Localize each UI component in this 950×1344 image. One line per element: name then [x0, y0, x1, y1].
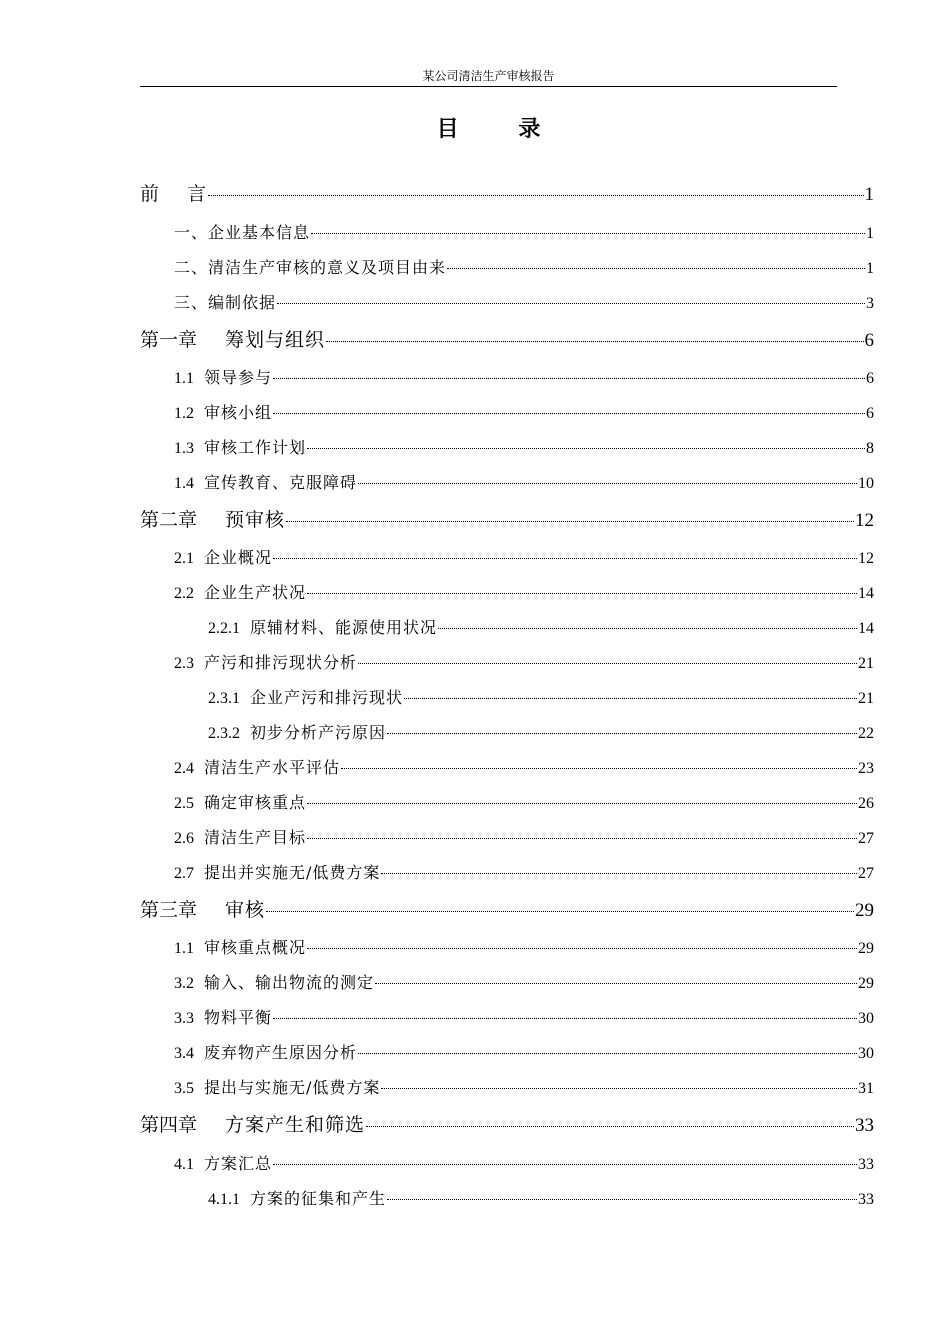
toc-dot-leader	[208, 195, 863, 196]
toc-entry-label: 输入、输出物流的测定	[204, 973, 375, 992]
toc-entry-number: 2.3	[174, 655, 194, 672]
toc-entry[interactable]	[174, 1006, 874, 1030]
toc-page-number: 22	[858, 725, 874, 742]
toc-entry-number: 前	[140, 184, 160, 205]
toc-page-number: 8	[866, 440, 874, 457]
toc-dot-leader	[358, 663, 857, 664]
toc-entry-label: 三、编制依据	[174, 293, 277, 312]
toc-entry-label: 审核工作计划	[204, 438, 307, 457]
toc-entry-number: 2.5	[174, 795, 194, 812]
toc-dot-leader	[381, 873, 857, 874]
toc-entry[interactable]	[208, 1187, 874, 1211]
toc-page-number: 1	[866, 225, 874, 242]
toc-entry-number: 第四章	[140, 1115, 198, 1136]
toc-dot-leader	[438, 628, 857, 629]
toc-dot-leader	[307, 448, 865, 449]
toc-entry[interactable]	[140, 326, 874, 354]
toc-dot-leader	[404, 698, 857, 699]
toc-entry-number: 4.1.1	[208, 1191, 240, 1208]
toc-page-number: 6	[866, 405, 874, 422]
toc-entry-label: 清洁生产目标	[204, 828, 307, 847]
toc-page-number: 14	[858, 585, 874, 602]
toc-entry[interactable]	[174, 1152, 874, 1176]
toc-dot-leader	[307, 948, 857, 949]
toc-entry-number: 2.2.1	[208, 620, 240, 637]
toc-dot-leader	[358, 1053, 857, 1054]
toc-entry[interactable]	[174, 651, 874, 675]
toc-entry[interactable]	[174, 791, 874, 815]
toc-entry-label: 初步分析产污原因	[250, 723, 387, 742]
toc-page-number: 30	[858, 1045, 874, 1062]
toc-entry-label: 企业生产状况	[204, 583, 307, 602]
toc-entry-number: 第三章	[140, 900, 198, 921]
toc-dot-leader	[273, 413, 865, 414]
toc-page-number: 21	[858, 690, 874, 707]
toc-entry[interactable]	[174, 471, 874, 495]
toc-dot-leader	[326, 341, 863, 342]
toc-entry-number: 1.4	[174, 475, 194, 492]
toc-entry-number: 2.6	[174, 830, 194, 847]
toc-entry-label: 审核重点概况	[204, 938, 307, 957]
toc-page-number: 27	[858, 865, 874, 882]
toc-dot-leader	[387, 1199, 857, 1200]
toc-entry[interactable]	[140, 896, 874, 924]
toc-entry[interactable]	[174, 581, 874, 605]
toc-entry-number: 1.2	[174, 405, 194, 422]
toc-page-number: 29	[855, 900, 874, 921]
toc-dot-leader	[307, 803, 857, 804]
toc-entry[interactable]	[174, 366, 874, 390]
toc-entry-number: 2.7	[174, 865, 194, 882]
toc-page-number: 6	[866, 370, 874, 387]
toc-page-number: 1	[866, 260, 874, 277]
toc-dot-leader	[286, 521, 854, 522]
toc-entry-label: 宣传教育、克服障碍	[204, 473, 358, 492]
toc-entry[interactable]	[140, 180, 874, 208]
toc-entry[interactable]	[174, 291, 874, 315]
toc-entry-number: 第二章	[140, 510, 198, 531]
toc-entry[interactable]	[174, 1076, 874, 1100]
toc-page-number: 26	[858, 795, 874, 812]
toc-entry[interactable]	[174, 436, 874, 460]
toc-entry-label: 二、清洁生产审核的意义及项目由来	[174, 258, 447, 277]
toc-entry[interactable]	[174, 936, 874, 960]
toc-page-number: 30	[858, 1010, 874, 1027]
toc-entry-label: 筹划与组织	[225, 329, 326, 351]
toc-entry-number: 1.1	[174, 370, 194, 387]
toc-entry-label: 一、企业基本信息	[174, 223, 311, 242]
toc-dot-leader	[381, 1088, 857, 1089]
toc-dot-leader	[341, 768, 857, 769]
toc-page-number: 33	[855, 1115, 874, 1136]
toc-title: 目 录	[436, 116, 567, 142]
toc-entry-number: 2.3.1	[208, 690, 240, 707]
toc-dot-leader	[375, 983, 857, 984]
toc-entry-label: 物料平衡	[204, 1008, 273, 1027]
toc-dot-leader	[273, 1018, 857, 1019]
toc-entry-label: 清洁生产水平评估	[204, 758, 341, 777]
toc-entry-label: 产污和排污现状分析	[204, 653, 358, 672]
toc-entry-label: 废弃物产生原因分析	[204, 1043, 358, 1062]
toc-page-number: 31	[858, 1080, 874, 1097]
toc-page-number: 29	[858, 975, 874, 992]
toc-entry-number: 1.1	[174, 940, 194, 957]
toc-entry[interactable]	[208, 616, 874, 640]
toc-dot-leader	[277, 303, 865, 304]
toc-entry-label: 领导参与	[204, 368, 273, 387]
toc-entry-label: 审核	[225, 899, 266, 921]
toc-entry-label: 确定审核重点	[204, 793, 307, 812]
toc-page-number: 33	[858, 1156, 874, 1173]
toc-entry-number: 3.3	[174, 1010, 194, 1027]
toc-entry[interactable]	[174, 826, 874, 850]
toc-entry-number: 3.4	[174, 1045, 194, 1062]
toc-entry[interactable]	[174, 971, 874, 995]
toc-entry[interactable]	[174, 861, 874, 885]
toc-entry-label: 提出与实施无/低费方案	[204, 1078, 381, 1097]
toc-entry-number: 第一章	[140, 330, 198, 351]
toc-entry-label: 方案的征集和产生	[250, 1189, 387, 1208]
toc-page-number: 29	[858, 940, 874, 957]
toc-entry-label: 方案汇总	[204, 1154, 273, 1173]
toc-entry-label: 预审核	[225, 509, 286, 531]
toc-entry-label: 原辅材料、能源使用状况	[250, 618, 438, 637]
toc-entry-label: 企业产污和排污现状	[250, 688, 404, 707]
toc-dot-leader	[266, 911, 854, 912]
toc-entry[interactable]	[174, 1041, 874, 1065]
toc-dot-leader	[447, 268, 865, 269]
toc-entry[interactable]	[174, 401, 874, 425]
toc-entry[interactable]	[208, 686, 874, 710]
toc-entry[interactable]	[140, 1111, 874, 1139]
toc-page-number: 12	[855, 510, 874, 531]
toc-entry-number: 4.1	[174, 1156, 194, 1173]
toc-page-number: 12	[858, 550, 874, 567]
toc-dot-leader	[273, 378, 865, 379]
toc-entry[interactable]	[174, 546, 874, 570]
toc-entry-number: 2.1	[174, 550, 194, 567]
toc-dot-leader	[311, 233, 865, 234]
toc-entry[interactable]	[208, 721, 874, 745]
toc-entry-label: 言	[187, 183, 208, 205]
toc-entry[interactable]	[174, 756, 874, 780]
toc-entry-label: 审核小组	[204, 403, 273, 422]
toc-entry-number: 2.2	[174, 585, 194, 602]
toc-page-number: 23	[858, 760, 874, 777]
toc-entry-label: 提出并实施无/低费方案	[204, 863, 381, 882]
toc-page-number: 33	[858, 1191, 874, 1208]
toc-page-number: 3	[866, 295, 874, 312]
toc-page-number: 14	[858, 620, 874, 637]
toc-dot-leader	[307, 593, 857, 594]
toc-entry-label: 企业概况	[204, 548, 273, 567]
toc-page-number: 10	[858, 475, 874, 492]
toc-dot-leader	[307, 838, 857, 839]
toc-entry-number: 1.3	[174, 440, 194, 457]
toc-dot-leader	[358, 483, 857, 484]
toc-dot-leader	[273, 1164, 857, 1165]
toc-entry-number: 3.2	[174, 975, 194, 992]
toc-entry-label: 方案产生和筛选	[225, 1114, 366, 1136]
toc-dot-leader	[273, 558, 857, 559]
toc-dot-leader	[366, 1126, 854, 1127]
toc-entry-number: 2.3.2	[208, 725, 240, 742]
running-header: 某公司清洁生产审核报告	[140, 66, 837, 87]
toc-page-number: 1	[864, 184, 874, 205]
toc-dot-leader	[387, 733, 857, 734]
toc-page-number: 21	[858, 655, 874, 672]
toc-page-number: 6	[864, 330, 874, 351]
toc-entry[interactable]	[140, 506, 874, 534]
toc-page-number: 27	[858, 830, 874, 847]
toc-entry[interactable]	[174, 221, 874, 245]
toc-entry-number: 3.5	[174, 1080, 194, 1097]
toc-entry[interactable]	[174, 256, 874, 280]
toc-entry-number: 2.4	[174, 760, 194, 777]
